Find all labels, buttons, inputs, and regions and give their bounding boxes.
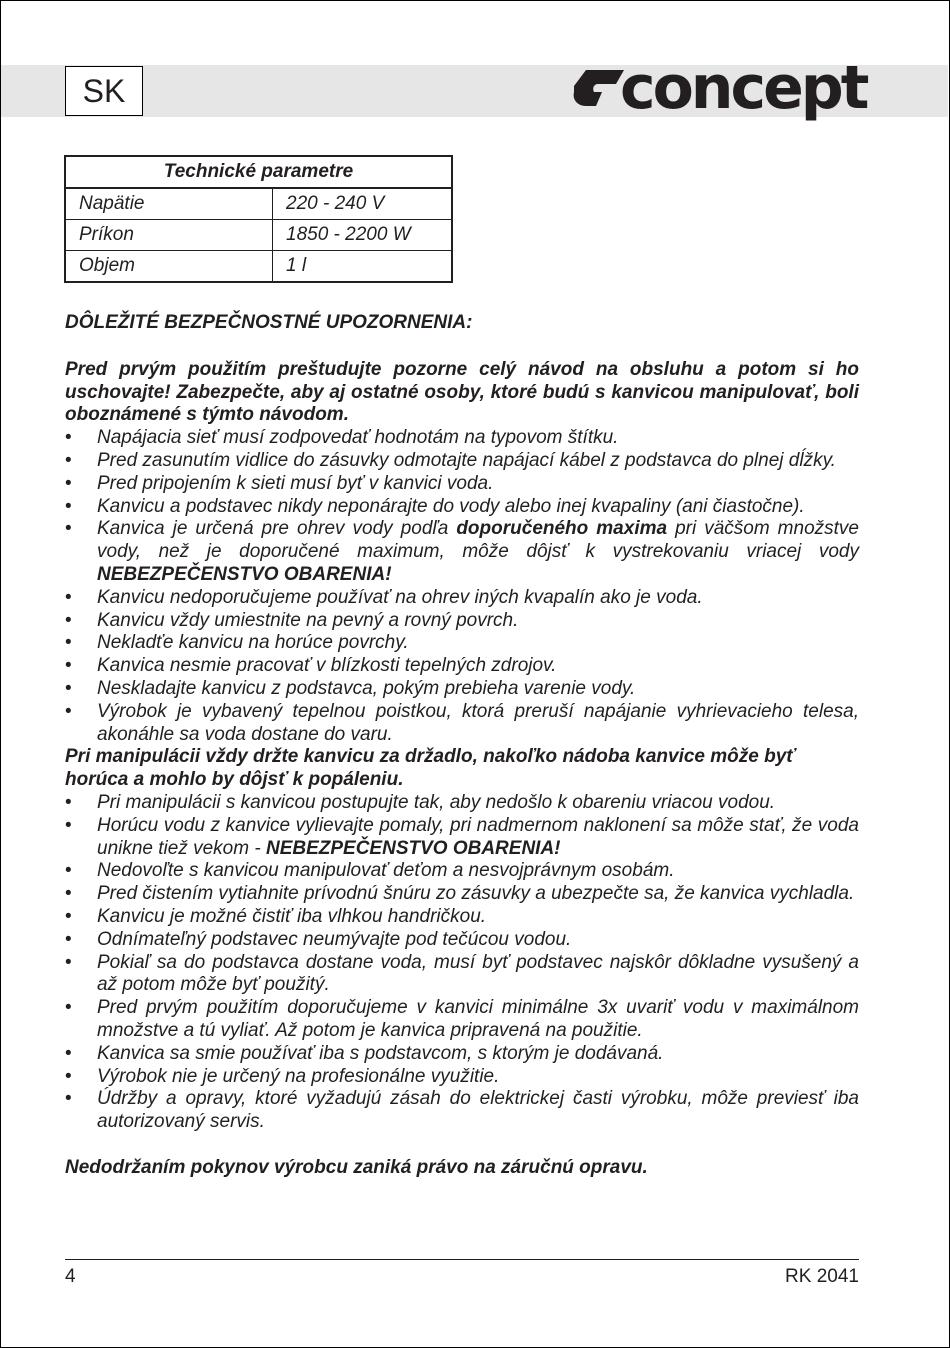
table-row: [65, 251, 452, 283]
text-run: pri väčšom množstve vody, než je doporučené maximum, môže dôjsť k vystrekovaniu vriacej vody: [97, 518, 859, 563]
spec-value: 220 - 240 V: [273, 188, 453, 220]
list-item: • Kanvicu je možné čistiť iba vlhkou handričkou.: [65, 906, 859, 929]
bold-run: doporučeného maxima: [456, 518, 668, 540]
list-item: • Kanvica nesmie pracovať v blízkosti tepelných zdrojov.: [65, 655, 859, 678]
spec-value: 1 l: [273, 251, 453, 283]
list-item: • Kanvicu nedoporučujeme používať na ohrev iných kvapalín ako je voda.: [65, 587, 859, 610]
list-item: • Výrobok nie je určený na profesionálne využitie.: [65, 1066, 859, 1089]
spec-table-header-row: [65, 156, 452, 188]
list-item: • Kanvicu a podstavec nikdy neponárajte do vody alebo inej kvapaliny (ani čiastočne).: [65, 496, 859, 519]
list-item: • Nedovoľte s kanvicou manipulovať deťom a nesvojprávnym osobám.: [65, 860, 859, 883]
brand-name: concept: [620, 53, 867, 123]
footer-divider: [65, 1259, 859, 1260]
list-item: • Údržby a opravy, ktoré vyžadujú zásah do elektrickej časti výrobku, môže previesť iba autorizovaný servis.: [65, 1088, 859, 1134]
text-run: Kanvica je určená pre ohrev vody podľa: [97, 518, 457, 540]
brand-logo-mark: [572, 62, 624, 126]
list-item: • Pred prvým použitím doporučujeme v kanvici minimálne 3x uvariť vodu v maximálnom množstve a tú vyliať. Až potom je kanvica pripravená na použitie.: [65, 997, 859, 1043]
safety-list-1: [65, 427, 859, 746]
spec-label: Príkon: [65, 220, 273, 251]
list-item-hot-water: [65, 815, 859, 861]
list-item: • Kanvica sa smie používať iba s podstavcom, s ktorým je dodávaná.: [65, 1043, 859, 1066]
list-item: • Pred čistením vytiahnite prívodnú šnúru zo zásuvky a ubezpečte sa, že kanvica vychladla.: [65, 883, 859, 906]
list-item: • Odnímateľný podstavec neumývajte pod tečúcou vodou.: [65, 929, 859, 952]
safety-heading: DÔLEŽITÉ BEZPEČNOSTNÉ UPOZORNENIA:: [65, 312, 473, 333]
handle-warning: Pri manipulácii vždy držte kanvicu za držadlo, nakoľko nádoba kanvice môže byť horúca a mohlo by dôjsť k popáleniu.: [65, 746, 796, 791]
spec-value: 1850 - 2200 W: [273, 220, 453, 251]
brand-logo: [572, 53, 867, 126]
spec-table-title: Technické parametre: [65, 156, 452, 188]
list-item: • Pred zasunutím vidlice do zásuvky odmotajte napájací kábel z podstavca do plnej dĺžky.: [65, 450, 859, 473]
list-item: • Neskladajte kanvicu z podstavca, pokým prebieha varenie vody.: [65, 678, 859, 701]
warranty-note: Nedodržaním pokynov výrobcu zaniká právo na záručnú opravu.: [65, 1156, 648, 1178]
list-item: • Pokiaľ sa do podstavca dostane voda, musí byť podstavec najskôr dôkladne vysušený a až potom môže byť použitý.: [65, 952, 859, 998]
safety-section: [65, 312, 859, 1180]
language-code: SK: [65, 66, 143, 116]
spec-label: Objem: [65, 251, 273, 283]
model-number: RK 2041: [785, 1266, 859, 1287]
table-row: [65, 220, 452, 251]
safety-list-2: [65, 792, 859, 1134]
list-item: • Pred pripojením k sieti musí byť v kanvici voda.: [65, 473, 859, 496]
spec-label: Napätie: [65, 188, 273, 220]
scald-warning: NEBEZPEČENSTVO OBARENIA!: [265, 837, 561, 859]
list-item: • Pri manipulácii s kanvicou postupujte tak, aby nedošlo k obareniu vriacou vodou.: [65, 792, 859, 815]
text-run: Horúcu vodu z kanvice vylievajte pomaly, pri nadmernom naklonení sa môže stať, že voda unikne tiež vekom -: [97, 814, 859, 859]
safety-intro: Pred prvým použitím preštudujte pozorne celý návod na obsluhu a potom si ho uschovajte! Zabezpečte, aby aj ostatné osoby, ktoré budú s kanvicou manipulovať, boli oboznámené s týmto návodom.: [65, 358, 859, 426]
list-item: • Výrobok je vybavený tepelnou poistkou, ktorá preruší napájanie vyhrievacieho telesa, akonáhle sa voda dostane do varu.: [65, 701, 859, 747]
scald-warning: NEBEZPEČENSTVO OBARENIA!: [97, 563, 392, 585]
list-item: • Kanvicu vždy umiestnite na pevný a rovný povrch.: [65, 610, 859, 633]
list-item: • Napájacia sieť musí zodpovedať hodnotám na typovom štítku.: [65, 427, 859, 450]
spec-table: [64, 155, 453, 283]
table-row: [65, 188, 452, 220]
page-number: 4: [65, 1266, 76, 1287]
list-item-max-capacity: [65, 518, 859, 586]
list-item: • Nekladťe kanvicu na horúce povrchy.: [65, 632, 859, 655]
